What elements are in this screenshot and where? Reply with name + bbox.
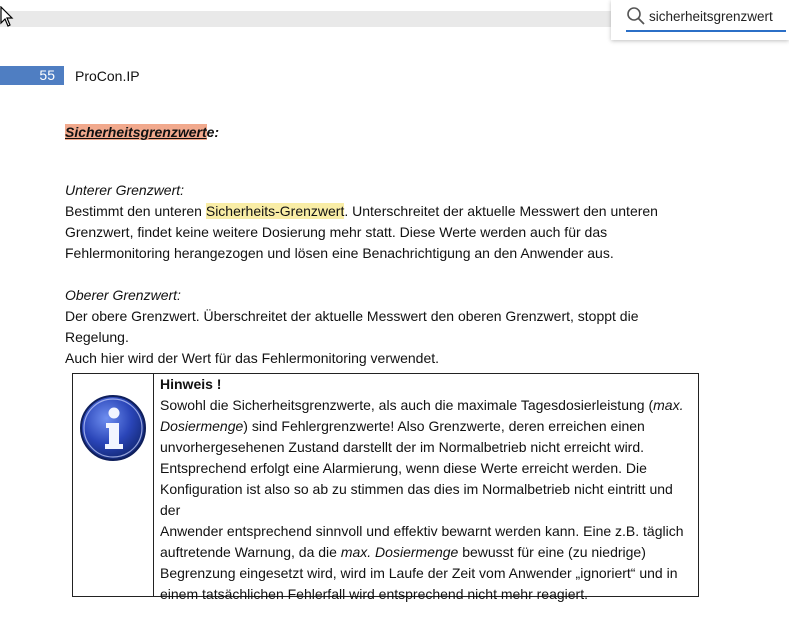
- text-run: Bestimmt den unteren: [65, 203, 206, 219]
- lower-limit-section: [65, 180, 705, 264]
- text-run: max. Dosiermenge: [340, 544, 459, 560]
- note-box: [72, 373, 699, 602]
- lower-limit-heading: Unterer Grenzwert:: [65, 182, 185, 198]
- text-run: . Unterschreitet der aktuelle Messwert den unteren: [344, 203, 658, 219]
- upper-limit-heading: Oberer Grenzwert:: [65, 287, 181, 303]
- paragraph-line: Der obere Grenzwert. Überschreitet der aktuelle Messwert den oberen Grenzwert, stoppt die Regelung.: [65, 308, 639, 345]
- paragraph-line: [160, 416, 696, 437]
- note-title: Hinweis !: [160, 376, 222, 392]
- paragraph-line: [160, 542, 696, 563]
- paragraph-line: einem tatsächlichen Fehlerfall wird entsprechend nicht mehr reagiert.: [160, 586, 588, 602]
- find-bar: [611, 0, 789, 40]
- note-text: [160, 374, 696, 605]
- mouse-cursor-icon: [0, 6, 14, 28]
- section-title: [65, 124, 219, 140]
- paragraph-line: Anwender entsprechend sinnvoll und effektiv bewarnt werden kann. Eine z.B. täglich: [160, 523, 684, 539]
- page-header-title: ProCon.IP: [75, 68, 140, 84]
- search-input[interactable]: [649, 7, 783, 25]
- section-title-rest: e:: [206, 124, 220, 140]
- search-match-current: Sicherheitsgrenzwert: [65, 124, 207, 140]
- paragraph-line: Entsprechend erfolgt eine Alarmierung, wenn diese Werte erreicht werden. Die: [160, 460, 647, 476]
- paragraph-line: Grenzwert, findet keine weitere Dosierung mehr statt. Diese Werte werden auch für das: [65, 224, 608, 240]
- search-icon[interactable]: [626, 6, 646, 26]
- search-match: Sicherheits-Grenzwert: [205, 203, 345, 219]
- search-focus-underline: [626, 30, 786, 32]
- text-run: Dosiermenge: [160, 418, 244, 434]
- text-run: max.: [653, 397, 684, 413]
- text-run: auftretende Warnung, da die: [160, 544, 341, 560]
- page-number-bar: [0, 66, 64, 85]
- upper-limit-section: [65, 285, 705, 369]
- paragraph-line: [160, 395, 696, 416]
- paragraph-line: Fehlermonitoring herangezogen und lösen eine Benachrichtigung an den Anwender aus.: [65, 245, 614, 261]
- paragraph-line: Auch hier wird der Wert für das Fehlermonitoring verwendet.: [65, 350, 440, 366]
- text-run: Sowohl die Sicherheitsgrenzwerte, als auch die maximale Tagesdosierleistung (: [160, 397, 654, 413]
- paragraph-line: Begrenzung eingesetzt wird, wird im Laufe der Zeit vom Anwender „ignoriert“ und in: [160, 565, 678, 581]
- text-run: bewusst für eine (zu niedrige): [458, 544, 646, 560]
- paragraph-line: unvorhergesehenen Zustand darstellt der im Normalbetrieb nicht erreicht wird.: [160, 439, 645, 455]
- paragraph-line: [65, 201, 705, 222]
- note-divider: [153, 374, 154, 596]
- info-icon: [79, 394, 147, 462]
- toolbar-strip: [0, 11, 640, 27]
- paragraph-line: Konfiguration ist also so ab zu stimmen das dies im Normalbetrieb nicht eintritt und der: [160, 481, 673, 518]
- text-run: ) sind Fehlergrenzwerte! Also Grenzwerte, deren erreichen einen: [243, 418, 645, 434]
- page-number: 55: [39, 67, 55, 83]
